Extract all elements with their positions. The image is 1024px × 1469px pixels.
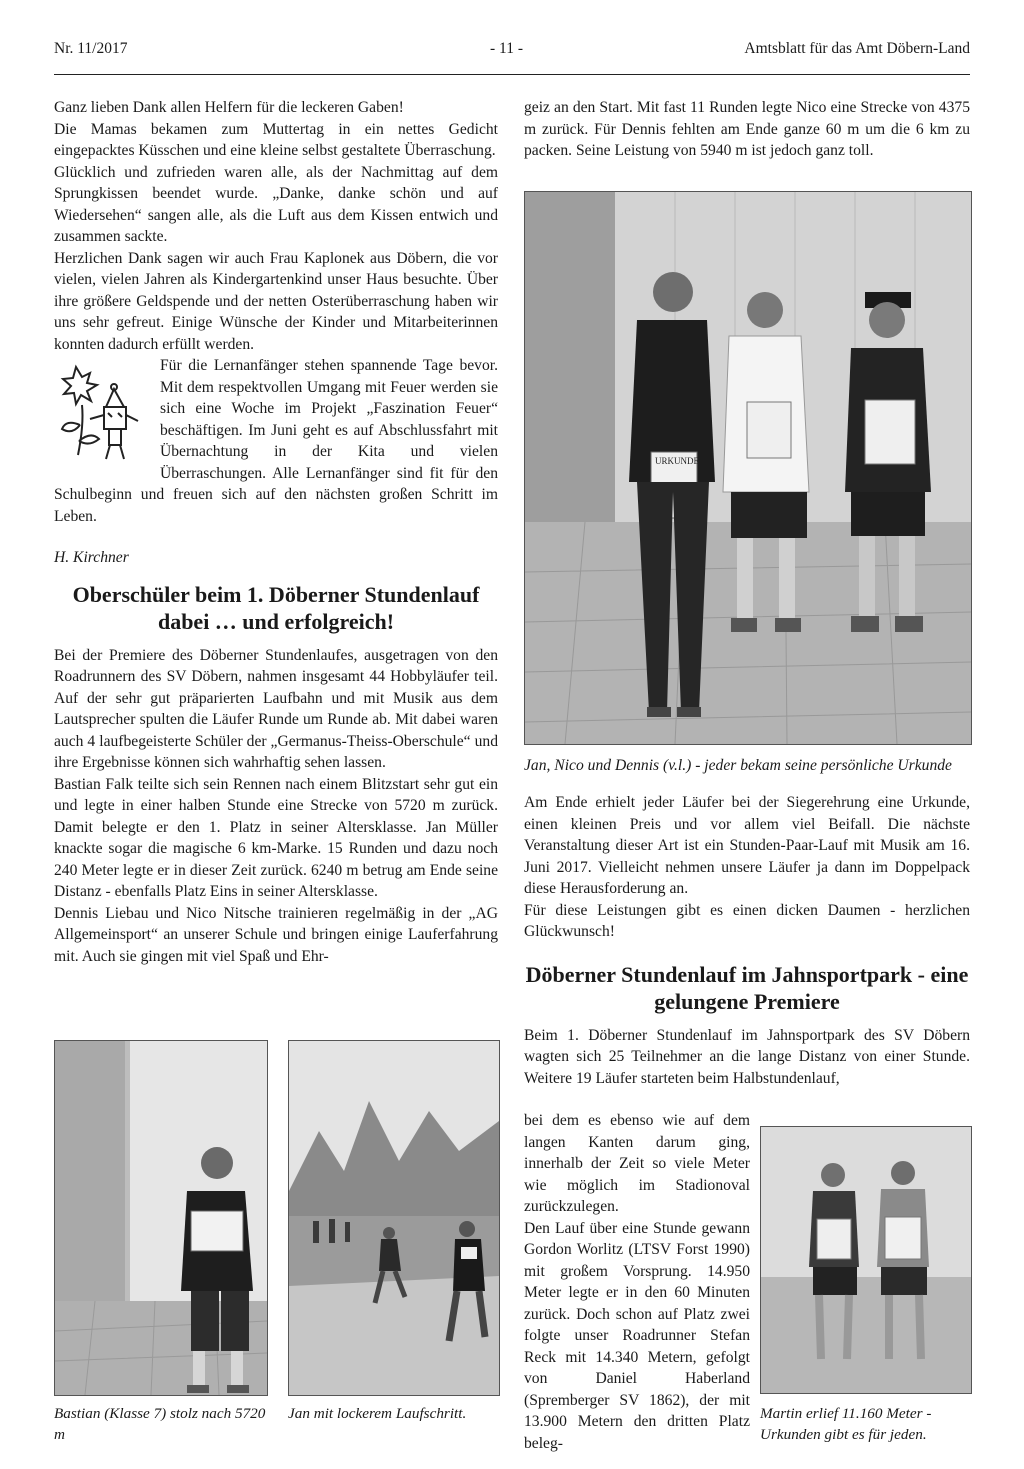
jan-photo [288,1040,500,1396]
article2-paragraph: Den Lauf über eine Stunde gewann Gordon Worlitz (LTSV Forst 1990) mit großem Vorsprung. 14.950 Meter legte er in den 60 Minuten zurück. Doch schon auf Platz zwei folgte unser Roadrunner Stefan Reck mit 14.340 Metern, gefolgt von Daniel Haberland (Spremberger SV 1862), der mit 13.900 Metern den dritten Platz beleg- [524,1219,750,1452]
page-number: - 11 - [490,40,523,57]
left-column [54,97,498,967]
right-column-narrow [524,1110,750,1454]
issue-number: Nr. 11/2017 [54,40,128,57]
certificate-label: URKUNDE [655,456,699,466]
article-title: Oberschüler beim 1. Döberner Stundenlauf dabei … und erfolgreich! [72,581,480,634]
martin-photo [760,1126,972,1394]
signature: H. Kirchner [54,549,129,566]
closing-paragraph: Am Ende erhielt jeder Läufer bei der Siegerehrung eine Urkunde, einen kleinen Preis und vor allem viel Beifall. Die nächste Veranstaltung dieser Art ist ein Stunden-Paar-Lauf mit Musik am 16. Juni 2017. Vielleicht nehmen unsere Läufer ja dann im Doppelpack diese Herausforderung an. [524,794,970,897]
bastian-photo [54,1040,268,1396]
bastian-caption: Bastian (Klasse 7) stolz nach 5720 m [54,1405,266,1443]
lernanfaenger-block [54,355,498,527]
martin-caption: Martin erlief 11.160 Meter - Urkunden gibt es für jeden. [760,1405,932,1443]
intro-paragraph: Herzlichen Dank sagen wir auch Frau Kaplonek aus Döbern, die vor vielen, vielen Jahren als Kindergartenkind unser Haus besuchte. Über ihre größere Geldspende und der netten Osterüberraschung haben wir uns sehr gefreut. Einige Wünsche der Kinder und Mitarbeiterinnen konnten dadurch erfüllt werden. [54,249,498,353]
closing-paragraph: Für diese Leistungen gibt es einen dicken Daumen - herzlichen Glückwunsch! [524,901,970,940]
article-paragraph: Bei der Premiere des Döberner Stundenlaufes, ausgetragen von den Roadrunnern des SV Döbern, nahmen insgesamt 44 Hobbyläufer teil. Auf der sehr gut präparierten Laufbahn und mit Musik aus dem Lautsprecher spulten die Läufer Runde um Runde ab. Mit dabei waren auch 4 laufbegeisterte Schüler der „Germanus-Theiss-Oberschule“ und ihre Ergebnisse können sich wahrhaftig sehen lassen. [54,646,498,771]
article2-lead: Beim 1. Döberner Stundenlauf im Jahnsportpark des SV Döbern wagten sich 25 Teilnehmer an die lange Distanz von einer Stunde. Weitere 19 Läufer starteten beim Halbstundenlauf, [524,1026,970,1087]
lernanfaenger-paragraph: Für die Lernanfänger stehen spannende Tage bevor. Mit dem respektvollen Umgang mit Feuer werden sie sich eine Woche im Projekt „Faszination Feuer“ beschäftigen. Im Juni geht es auf Abschlussfahrt mit Übernachtung in der Kita und vielen Überraschungen. Alle Lernanfänger sind fit für den Schulbeginn und freuen sich auf den nächsten großen Schritt im Leben. [54,357,498,525]
article2-title: Döberner Stundenlauf im Jahnsportpark - eine gelungene Premiere [525,961,969,1014]
intro-paragraph: Die Mamas bekamen zum Muttertag in ein nettes Gedicht eingepacktes Küsschen und eine kleine selbst gestaltete Überraschung. [54,120,498,159]
right-column-middle [524,755,970,1089]
flower-drawing [54,355,154,465]
intro-paragraph: Ganz lieben Dank allen Helfern für die leckeren Gaben! [54,99,404,116]
group-photo [524,191,972,745]
intro-paragraph: Glücklich und zufrieden waren alle, als der Nachmittag auf dem Sprungkissen beendet wurde. „Danke, danke schön und auf Wiedersehen“ sangen alle, als die Luft aus dem Kissen entwich und zusammen sackte. [54,163,498,245]
article-paragraph: Dennis Liebau und Nico Nitsche trainieren regelmäßig in der „AG Allgemeinsport“ an unserer Schule und bringen einige Lauferfahrung mit. Auch sie gingen mit viel Spaß und Ehr- [54,904,498,965]
continuation-paragraph: geiz an den Start. Mit fast 11 Runden legte Nico eine Strecke von 4375 m zurück. Für Dennis fehlten am Ende ganze 60 m um die 6 km zu packen. Seine Leistung von 5940 m ist jedoch ganz toll. [524,99,970,159]
header-rule [54,74,970,75]
publication-title: Amtsblatt für das Amt Döbern-Land [744,40,970,57]
right-column-top [524,97,970,162]
article2-paragraph: bei dem es ebenso wie auf dem langen Kanten darum ging, innerhalb der Zeit so viele Meter wie möglich im Stadionoval zurückzulegen. [524,1112,750,1215]
group-photo-caption: Jan, Nico und Dennis (v.l.) - jeder bekam seine persönliche Urkunde [524,757,952,774]
article-paragraph: Bastian Falk teilte sich sein Rennen nach einem Blitzstart sehr gut ein und legte in einer halben Stunde eine Strecke von 5720 m zurück. Damit belegte er den 1. Platz in seiner Altersklasse. Jan Müller knackte sogar die magische 6 km-Marke. 15 Runden und dazu noch 240 Meter legte er in dieser Zeit zurück. 6240 m betrug am Ende seine Distanz - ebenfalls Platz Eins in seiner Altersklasse. [54,775,498,900]
jan-caption: Jan mit lockerem Laufschritt. [288,1405,467,1422]
